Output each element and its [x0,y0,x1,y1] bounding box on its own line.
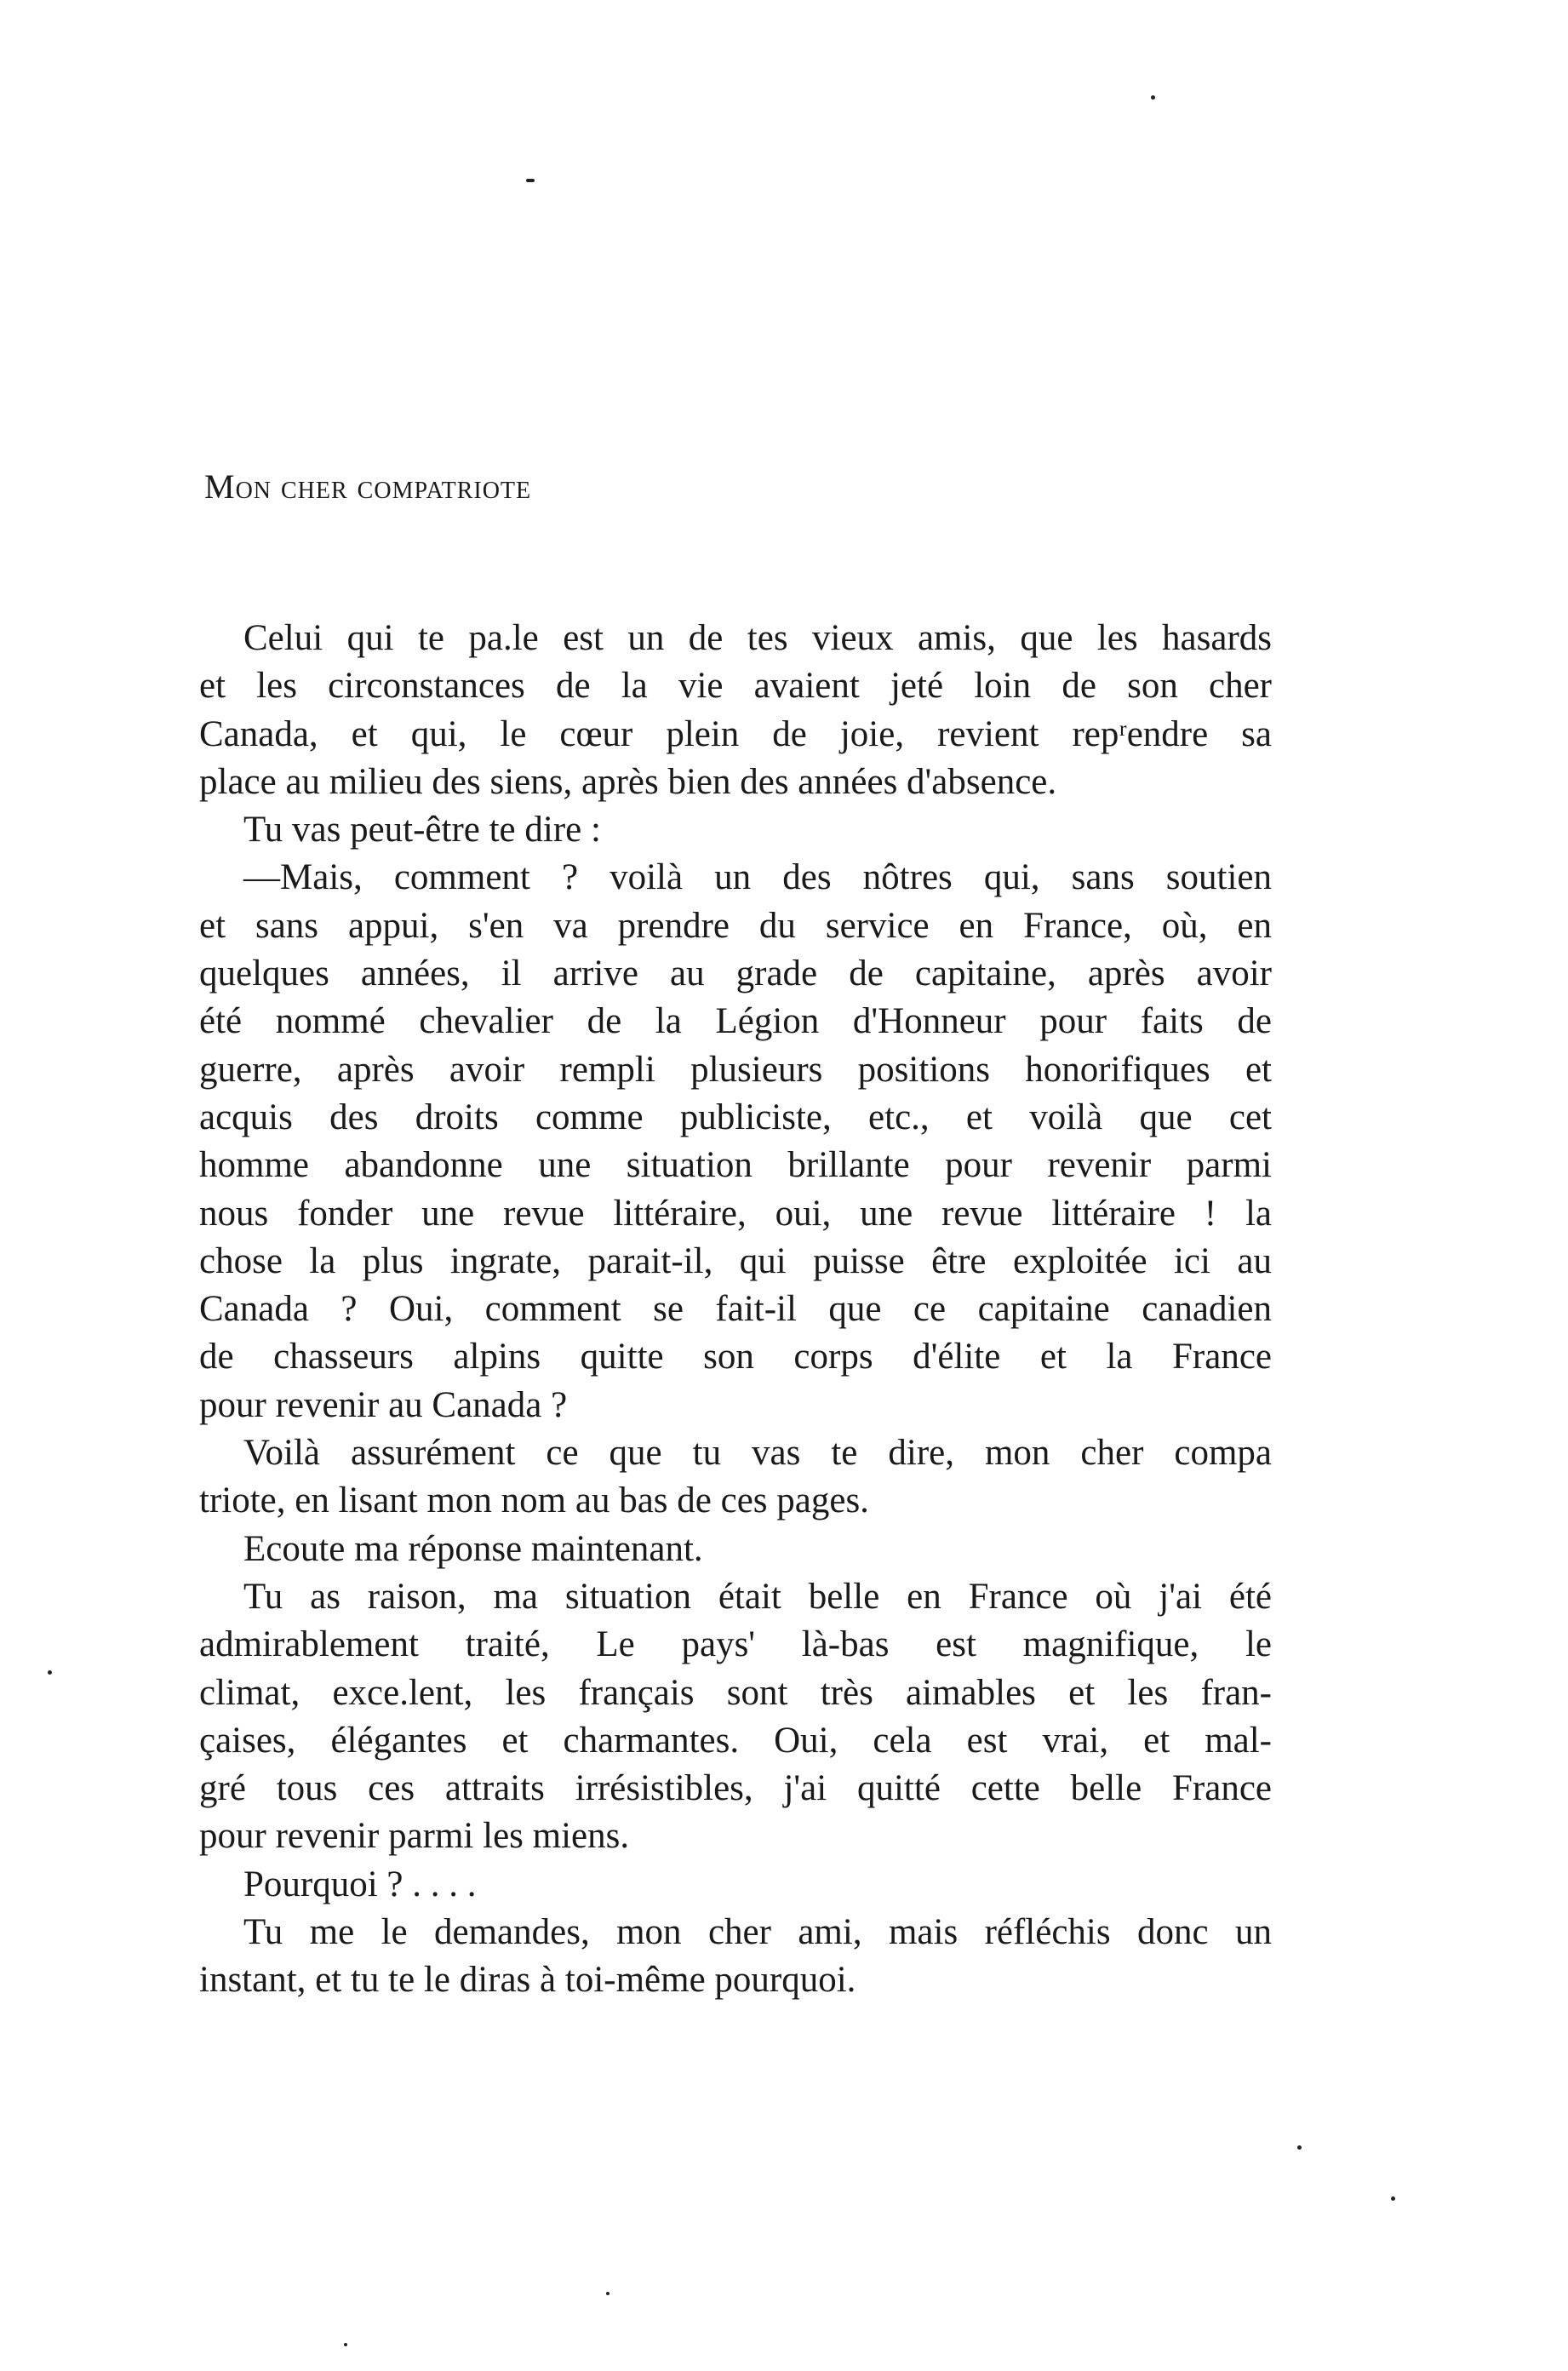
scan-speck [48,1670,52,1675]
text-line: homme abandonne une situation brillante pour revenir parmi [199,1145,1272,1186]
text-line: quelques années, il arrive au grade de capitaine, après avoir [199,954,1272,994]
text-line: Tu as raison, ma situation était belle en France où j'ai été [243,1576,1272,1617]
salutation-heading: Mon cher compatriote [204,467,532,506]
text-line: Voilà assurément ce que tu vas te dire, mon cher compa [243,1433,1272,1474]
text-line: Pourquoi ? . . . . [243,1864,477,1904]
text-line: Canada, et qui, le cœur plein de joie, revient repʳendre sa [199,713,1272,754]
text-line: pour revenir parmi les miens. [199,1816,630,1857]
text-line: gré tous ces attraits irrésistibles, j'ai quitté cette belle France [199,1768,1272,1809]
text-line: acquis des droits comme publiciste, etc., et voilà que cet [199,1097,1272,1137]
text-line: admirablement traité, Le pays' là-bas est magnifique, le [199,1624,1272,1665]
text-line: triote, en lisant mon nom au bas de ces pages. [199,1480,869,1521]
letter-body [199,615,1272,2005]
text-line: instant, et tu te le diras à toi-même pourquoi. [199,1960,856,2001]
text-line: de chasseurs alpins quitte son corps d'élite et la France [199,1337,1272,1377]
text-line: et sans appui, s'en va prendre du service en France, où, en [199,905,1272,946]
text-line: pour revenir au Canada ? [199,1384,568,1425]
scan-speck [1391,2196,1395,2201]
text-line: Canada ? Oui, comment se fait-il que ce capitaine canadien [199,1289,1272,1330]
text-line: Celui qui te pa.le est un de tes vieux amis, que les hasards [243,618,1272,658]
text-line: çaises, élégantes et charmantes. Oui, cela est vrai, et mal- [199,1720,1272,1761]
text-line: été nommé chevalier de la Légion d'Honneur pour faits de [199,1001,1272,1042]
text-line: guerre, après avoir rempli plusieurs positions honorifiques et [199,1049,1272,1090]
text-line: et les circonstances de la vie avaient jeté loin de son cher [199,666,1272,707]
scan-speck [606,2292,609,2295]
scan-speck [1297,2145,1302,2150]
text-line: Tu vas peut-être te dire : [243,810,601,850]
text-line: nous fonder une revue littéraire, oui, une revue littéraire ! la [199,1193,1272,1234]
scan-speck [1151,95,1155,100]
scan-speck [526,179,535,182]
text-line: climat, exce.lent, les français sont très aimables et les fran- [199,1672,1272,1713]
text-line: —Mais, comment ? voilà un des nôtres qui, sans soutien [243,857,1272,898]
text-line: place au milieu des siens, après bien des années d'absence. [199,761,1057,802]
text-line: chose la plus ingrate, parait-il, qui puisse être exploitée ici au [199,1240,1272,1281]
scan-speck [344,2343,347,2346]
text-line: Tu me le demandes, mon cher ami, mais réfléchis donc un [243,1912,1272,1953]
text-line: Ecoute ma réponse maintenant. [243,1528,703,1569]
